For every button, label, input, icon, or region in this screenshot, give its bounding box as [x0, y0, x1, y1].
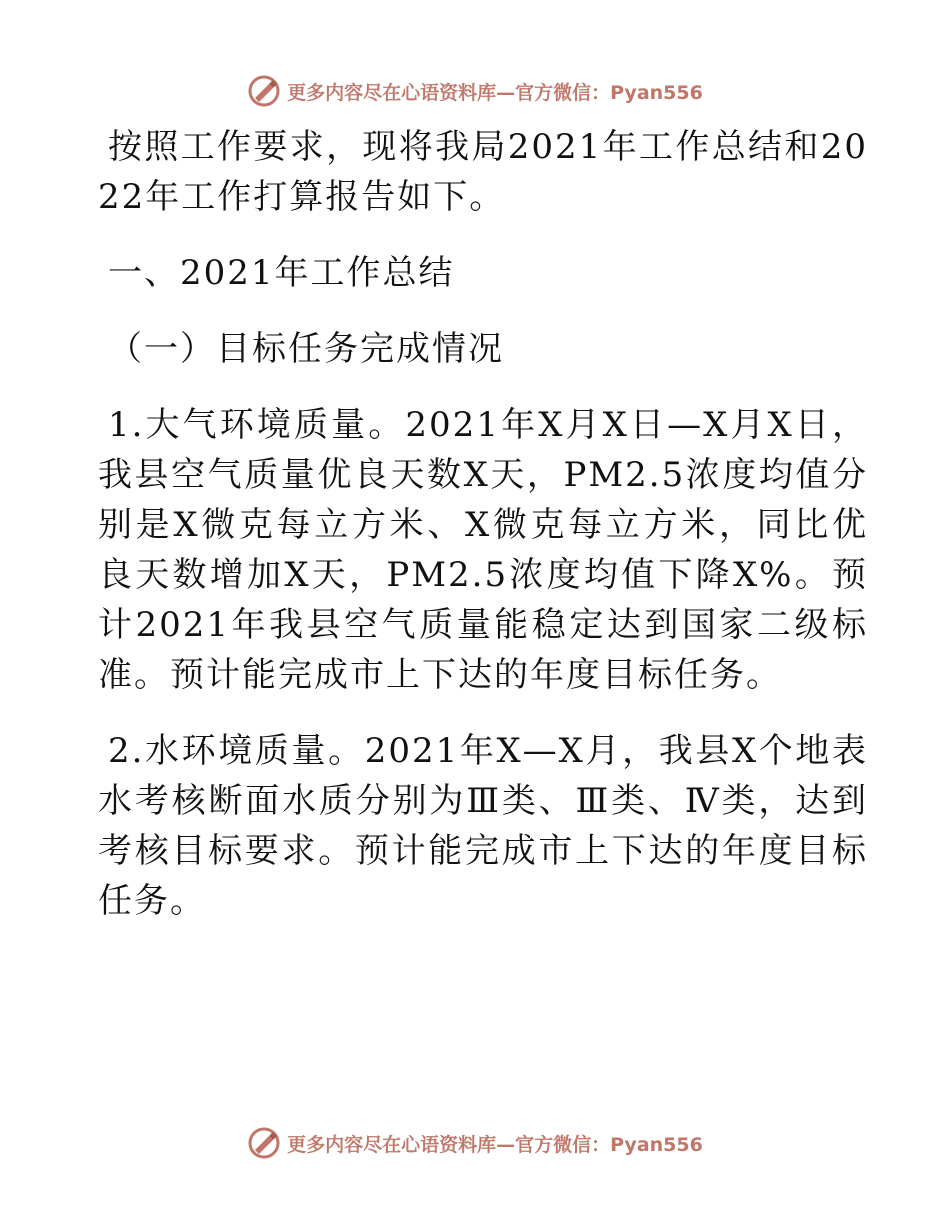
- pen-logo-icon: [247, 74, 281, 108]
- pen-logo-icon: [247, 1126, 281, 1160]
- watermark-header: [0, 74, 950, 108]
- watermark-text: 更多内容尽在心语资料库—官方微信：Pyan556: [287, 81, 703, 104]
- subsection-heading: （一）目标任务完成情况: [108, 329, 504, 369]
- intro-paragraph: 按照工作要求，现将我局2021年工作总结和2022年工作打算报告如下。: [98, 127, 868, 217]
- air-quality-paragraph: 1.大气环境质量。2021年X月X日—X月X日，我县空气质量优良天数X天，PM2.5浓度均值分别是X微克每立方米、X微克每立方米，同比优良天数增加X天，PM2.5浓度均值下降X%。预计2021年我县空气质量能稳定达到国家二级标准。预计能完成市上下达的年度目标任务。: [98, 405, 868, 695]
- water-quality-paragraph: 2.水环境质量。2021年X—X月，我县X个地表水考核断面水质分别为Ⅲ类、Ⅲ类、Ⅳ类，达到考核目标要求。预计能完成市上下达的年度目标任务。: [98, 731, 868, 921]
- document-body: [98, 122, 868, 926]
- watermark-text: 更多内容尽在心语资料库—官方微信：Pyan556: [287, 1133, 703, 1156]
- watermark-footer: [0, 1126, 950, 1160]
- section-heading: 一、2021年工作总结: [108, 253, 455, 293]
